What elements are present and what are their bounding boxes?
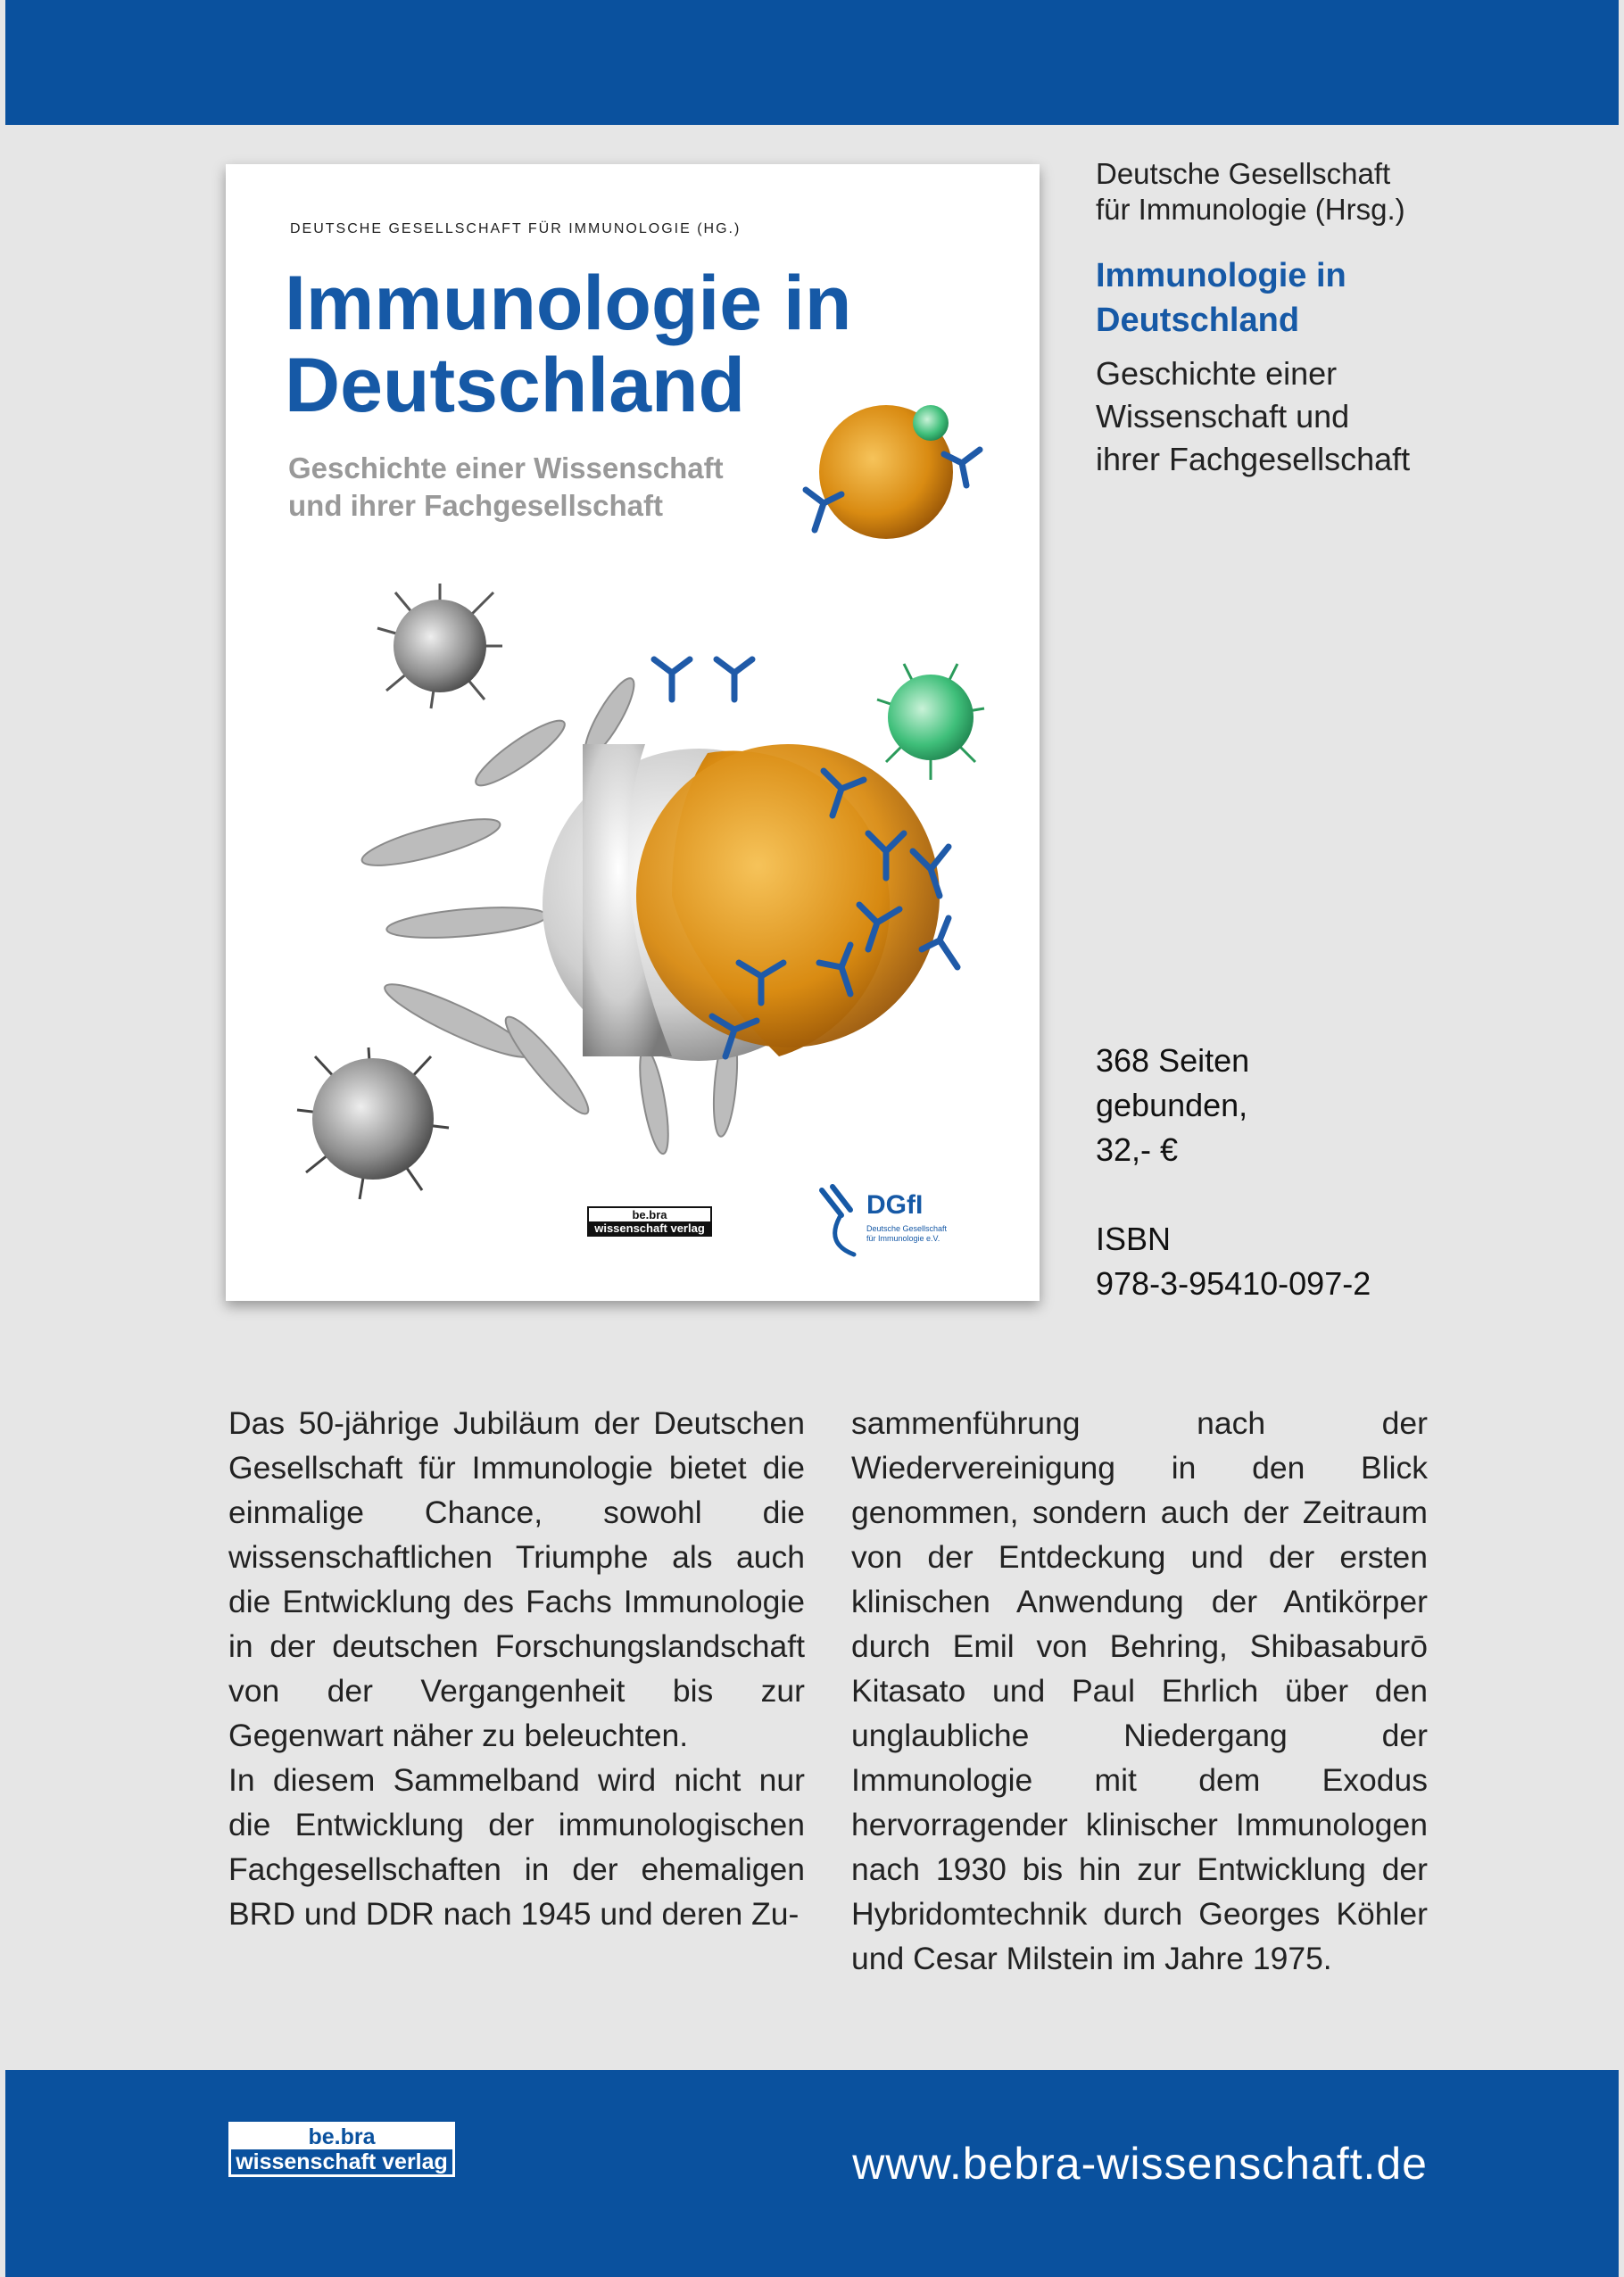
page-count: 368 Seiten	[1096, 1042, 1250, 1079]
virus-grey-top	[377, 584, 502, 708]
cover-title: Immunologie in Deutschland	[285, 261, 852, 428]
dgfi-logo	[815, 1181, 993, 1262]
book-title: Immunologie in Deutschland	[1096, 257, 1346, 339]
book-subtitle: Geschichte einer Wissenschaft und ihrer Fachgesellschaft	[1096, 355, 1411, 477]
price: 32,- €	[1096, 1131, 1179, 1168]
book-cover	[226, 164, 1040, 1301]
dgfi-name: DGfI	[866, 1190, 924, 1220]
cell-illustration	[226, 164, 1040, 1301]
cover-publisher-logo: be.bra wissenschaft verlag	[587, 1206, 712, 1237]
description-right-column	[851, 1401, 1428, 1981]
dgfi-subtitle: Deutsche Gesellschaft für Immunologie e.V.	[866, 1224, 948, 1243]
binding: gebunden,	[1096, 1087, 1248, 1123]
description-paragraph: Das 50-jährige Jubiläum der Deutschen Gesellschaft für Immunologie bietet die einmalige Chance, sowohl die wissenschaftlichen Triumphe als auch die Entwicklung des Fachs Immunologie in der deutschen Forschungslandschaft von der Vergangenheit bis zur Gegenwart näher zu beleuchten.	[228, 1405, 805, 1753]
description-left-column	[228, 1401, 805, 1936]
book-editor: Deutsche Gesellschaft für Immunologie (Hrsg.)	[1096, 157, 1405, 226]
book-facts	[1096, 1039, 1453, 1306]
footer-publisher-logo: be.bra wissenschaft verlag	[228, 2122, 455, 2177]
cover-editor: DEUTSCHE GESELLSCHAFT FÜR IMMUNOLOGIE (HG.)	[290, 221, 742, 236]
virus-grey-bottom	[297, 1047, 449, 1199]
dgfi-mark-icon	[815, 1181, 865, 1262]
isbn-number: 978-3-95410-097-2	[1096, 1265, 1371, 1302]
description-paragraph: sammenführung nach der Wiedervereinigung in den Blick genommen, sondern auch der Zeitraum von der Entdeckung und der ersten klinischen Anwendung der Antikörper durch Emil von Behring, Shibasaburō Kitasato und Paul Ehrlich über den unglaubliche Niedergang der Immunologie mit dem Exodus hervorragender klinischer Immunologen nach 1930 bis hin zur Entwicklung der Hybridomtechnik durch Georges Köhler und Cesar Milstein im Jahre 1975.	[851, 1405, 1428, 1976]
cover-subtitle: Geschichte einer Wissenschaft und ihrer Fachgesellschaft	[288, 451, 724, 522]
header-band	[5, 0, 1619, 125]
publisher-url[interactable]: www.bebra-wissenschaft.de	[852, 2139, 1428, 2189]
description-paragraph: In diesem Sammelband wird nicht nur die Entwicklung der immunologischen Fachgesellschaften in der ehemaligen BRD und DDR nach 1945 und deren Zu-	[228, 1762, 805, 1932]
isbn-label: ISBN	[1096, 1221, 1172, 1257]
